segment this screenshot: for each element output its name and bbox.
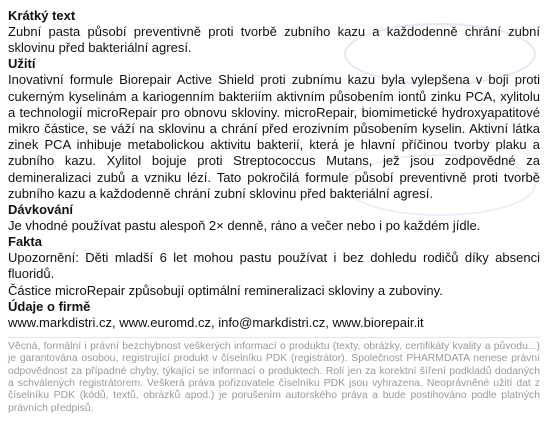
facts-microrepair: Částice microRepair způsobují optimální remineralizaci skloviny a zuboviny. <box>8 282 443 298</box>
disclaimer-text: Věcná, formální i právní bezchybnost veškerých informací o produktu (texty, obrázky, certifikáty kvality a původu...) je garantována osobou, registrující produkt v číselníku PDK (registrátor). Společnost PHARMDATA nenese právní odpovědnost za případné chyby, týkající se informací o produktech. Rolí jen za korektní šíření podkladů dodaných a schválených registrátorem. Veškerá práva pořizovatele číselníku PDK jsou vyhrazena. Neoprávněné užití dat z číselníku PDK (kódů, textů, obrázků apod.) je porušením autorského práva a bude postihováno podle platných právních předpisů. <box>8 337 540 415</box>
dosage-body: Je vhodné používat pastu alespoň 2× denně, ráno a večer nebo i po každém jídle. <box>8 218 481 234</box>
section-title-company: Údaje o firmě <box>8 298 91 314</box>
section-title-facts: Fakta <box>8 234 42 250</box>
usage-body: Inovativní formule Biorepair Active Shield proti zubnímu kazu byla vylepšena v boji proti cukerným kyselinám a kariogenním bakteriím aktivním působením iontů zinku PCA, xylitolu a technologií microRepair pro obnovu skloviny. microRepair, biomimetické hydroxyapatitové mikro částice, se váží na sklovinu a chrání před erozivním působením kyselin. Aktivní látka zinek PCA inhibuje metabolickou aktivitu bakterií, která je hlavní příčinou tvorby plaku a zubního kazu. Xylitol bojuje proti Streptococcus Mutans, jež jsou zodpovědné za demineralizaci zubů a vzniku lézí. Tato pokročilá formule působí preventivně proti tvorbě zubního kazu a každodenně chrání zubní sklovinu před bakteriální agresí. <box>8 72 540 201</box>
section-title-dosage: Dávkování <box>8 202 74 218</box>
section-title-usage: Užití <box>8 56 36 72</box>
section-title-short-text: Krátký text <box>8 8 76 23</box>
company-links[interactable]: www.markdistri.cz, www.euromd.cz, info@markdistri.cz, www.biorepair.it <box>8 314 424 330</box>
short-text-body: Zubní pasta působí preventivně proti tvorbě zubního kazu a každodenně chrání zubní sklovinu před bakteriální agresí. <box>8 24 540 56</box>
facts-warning: Upozornění: Děti mladší 6 let mohou pastu používat i bez dohledu rodičů díky absenci fluoridů. <box>8 250 540 282</box>
product-info <box>8 8 540 415</box>
